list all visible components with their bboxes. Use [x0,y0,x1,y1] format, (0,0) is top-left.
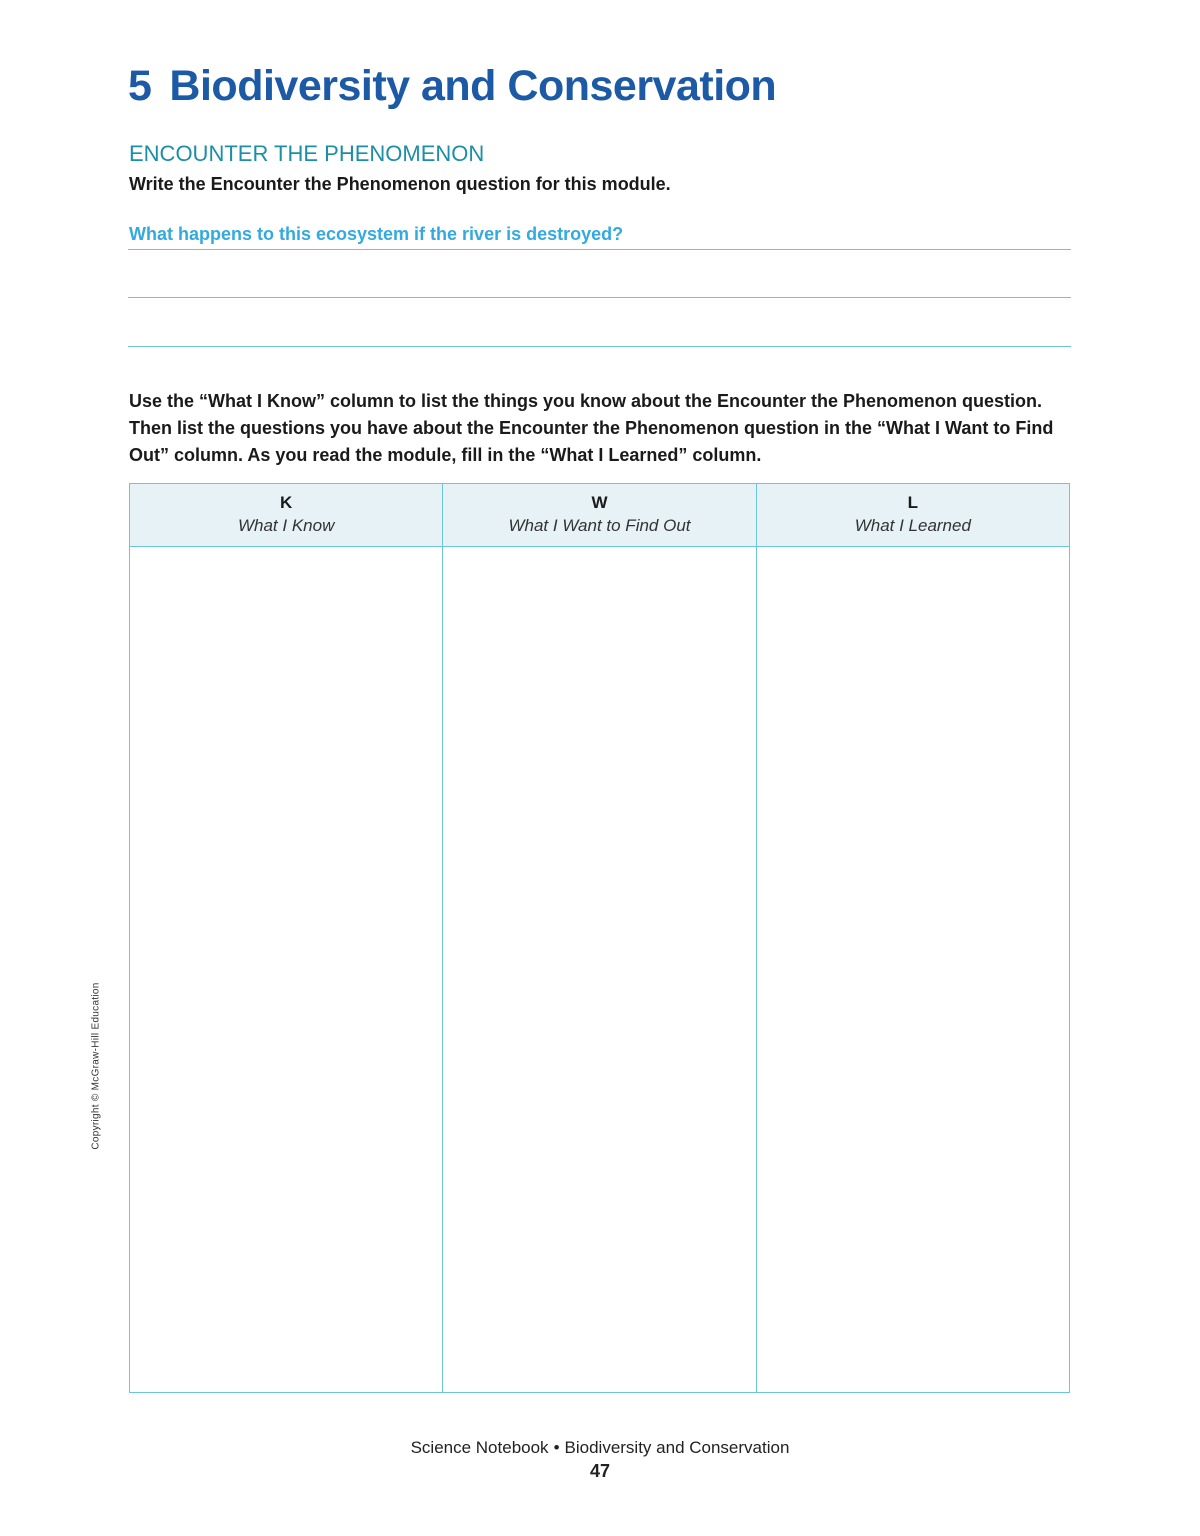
question-instruction: Write the Encounter the Phenomenon question for this module. [129,174,671,194]
page-footer [0,1438,1200,1458]
kwl-column-want [443,484,756,1392]
kwl-column-header [757,484,1069,547]
answer-line-1 [128,249,1071,250]
kwl-letter: L [907,493,919,512]
kwl-letter: K [280,493,293,512]
module-number: 5 [128,62,152,110]
copyright-notice: Copyright © McGraw-Hill Education [90,982,102,1150]
kwl-column-learned [757,484,1069,1392]
kwl-chart [129,483,1070,1393]
kwl-instructions: Use the “What I Know” column to list the things you know about the Encounter the Phenomenon question. Then list the questions you have about the Encounter the Phenomenon question in the “What I Want to Find Out” column. As you read the module, fill in the “What I Learned” column. [129,391,1054,465]
footer-separator: • [553,1438,560,1457]
kwl-writing-area-want[interactable] [443,547,755,1392]
module-title: Biodiversity and Conservation [169,62,777,110]
kwl-writing-area-know[interactable] [130,547,442,1392]
kwl-column-label: What I Learned [854,516,971,535]
answer-line-3 [128,346,1071,347]
kwl-writing-area-learned[interactable] [757,547,1069,1392]
phenomenon-answer: What happens to this ecosystem if the river is destroyed? [129,224,624,244]
page-number: 47 [589,1461,611,1481]
footer-notebook: Science Notebook [410,1438,549,1457]
kwl-column-know [130,484,443,1392]
kwl-column-label: What I Want to Find Out [508,516,691,535]
kwl-column-header [130,484,442,547]
page-title [128,62,776,111]
footer-module-title: Biodiversity and Conservation [564,1438,790,1457]
kwl-column-label: What I Know [237,516,335,535]
answer-line-2 [128,297,1071,298]
kwl-letter: W [591,493,608,512]
section-heading: ENCOUNTER THE PHENOMENON [129,141,485,166]
kwl-column-header [443,484,755,547]
